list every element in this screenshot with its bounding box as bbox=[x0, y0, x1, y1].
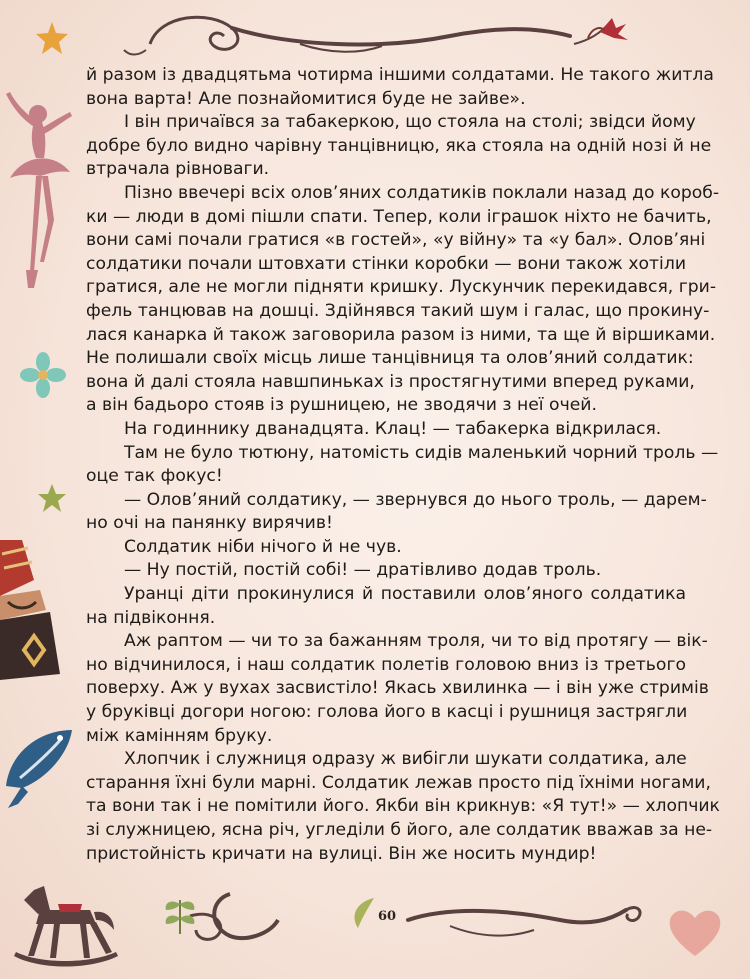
text-line: гратися, але не могли підняти кришку. Лускунчик перекидався, гри- bbox=[86, 277, 717, 298]
text-line: Солдатик ніби нічого й не чув. bbox=[124, 536, 402, 557]
text-line: солдатики почали штовхати стінки коробки — вони також хотіли bbox=[86, 253, 686, 274]
text-line: а він бадьоро стояв із рушницею, не зводячи з неї очей. bbox=[86, 395, 597, 416]
text-line: вони самі почали гратися «в гостей», «у війну» та «у бал». Олов’яні bbox=[86, 230, 706, 251]
page-number: 60 bbox=[377, 909, 397, 924]
text-line: лася канарка й також заговорила разом із ними, та ще й віршиками. bbox=[86, 324, 716, 345]
text-line: На годиннику дванадцята. Клац! — табакерка відкрилася. bbox=[124, 418, 662, 439]
text-line: Уранці діти прокинулися й поставили олов’яного солдатика bbox=[124, 584, 686, 605]
heart-icon bbox=[666, 904, 724, 960]
text-line: Пізно ввечері всіх олов’яних солдатиків поклали назад до короб- bbox=[124, 182, 720, 203]
rocking-horse-icon bbox=[10, 880, 122, 970]
flower-icon bbox=[20, 352, 66, 398]
text-line: вона й далі стояла навшпиньках із простягнутими вперед руками, bbox=[86, 371, 695, 392]
story-text bbox=[86, 64, 720, 866]
text-line: на підвіконня. bbox=[86, 607, 216, 628]
text-line: но відчинилося, і наш солдатик полетів головою вниз із третього bbox=[86, 654, 686, 675]
text-line: пристойність кричати на вулиці. Він же носить мундир! bbox=[86, 843, 597, 864]
text-line: поверху. Аж у вухах засвистіло! Якась хвилинка — і він уже стримів bbox=[86, 678, 709, 699]
text-line: оце так фокус! bbox=[86, 466, 223, 487]
nutcracker-icon bbox=[0, 540, 66, 680]
text-line: — Олов’яний солдатику, — звернувся до нього троль, — дарем- bbox=[124, 489, 707, 510]
text-line: втрачала рівноваги. bbox=[86, 159, 270, 180]
text-line: Аж раптом — чи то за бажанням троля, чи то від протягу — вік- bbox=[124, 631, 708, 652]
red-flower-icon bbox=[570, 14, 630, 50]
text-line: ки — люди в домі пішли спати. Тепер, коли іграшок ніхто не бачить, bbox=[86, 206, 712, 227]
ballerina-icon bbox=[0, 92, 78, 304]
text-line: добре було видно чарівну танцівницю, яка стояла на одній нозі й не bbox=[86, 135, 712, 156]
text-line: Не полишали своїх місць лише танцівниця та олов’яний солдатик: bbox=[86, 348, 694, 369]
text-line: І він причаївся за табакеркою, що стояла на столі; звідси йому bbox=[124, 112, 696, 133]
text-line: — Ну постій, постій собі! — дратівливо додав троль. bbox=[124, 560, 602, 581]
text-line: старання їхні були марні. Солдатик лежав просто під їхніми ногами, bbox=[86, 772, 711, 793]
text-line: зі служницею, ясна річ, угледіли б його, але солдатик вважав за не- bbox=[86, 820, 713, 840]
fish-icon bbox=[0, 716, 78, 812]
text-line: Хлопчик і служниця одразу ж вибігли шукати солдатика, але bbox=[124, 749, 687, 770]
top-swirl-ornament bbox=[120, 6, 640, 64]
text-line: й разом із двадцятьма чотирма іншими солдатами. Не такого житла bbox=[86, 65, 714, 85]
star-icon bbox=[36, 482, 68, 514]
text-line: Там не було тютюну, натомість сидів маленький чорний троль — bbox=[124, 442, 719, 463]
text-line: вона варта! Але познайомитися буде не зайве». bbox=[86, 88, 526, 109]
text-line: між камінням бруку. bbox=[86, 725, 273, 746]
text-line: та вони так і не помітили його. Якби він крикнув: «Я тут!» — хлопчик bbox=[86, 796, 720, 817]
star-icon bbox=[34, 20, 70, 56]
text-line: у бруківці догори ногою: голова його в касці і рушниця застрягли bbox=[86, 702, 688, 723]
text-line: фель танцював на дошці. Здійнявся такий шум і галас, що прокину- bbox=[86, 300, 710, 321]
leaf-sprig-icon bbox=[160, 894, 200, 936]
text-line: но очі на панянку вирячив! bbox=[86, 513, 333, 534]
